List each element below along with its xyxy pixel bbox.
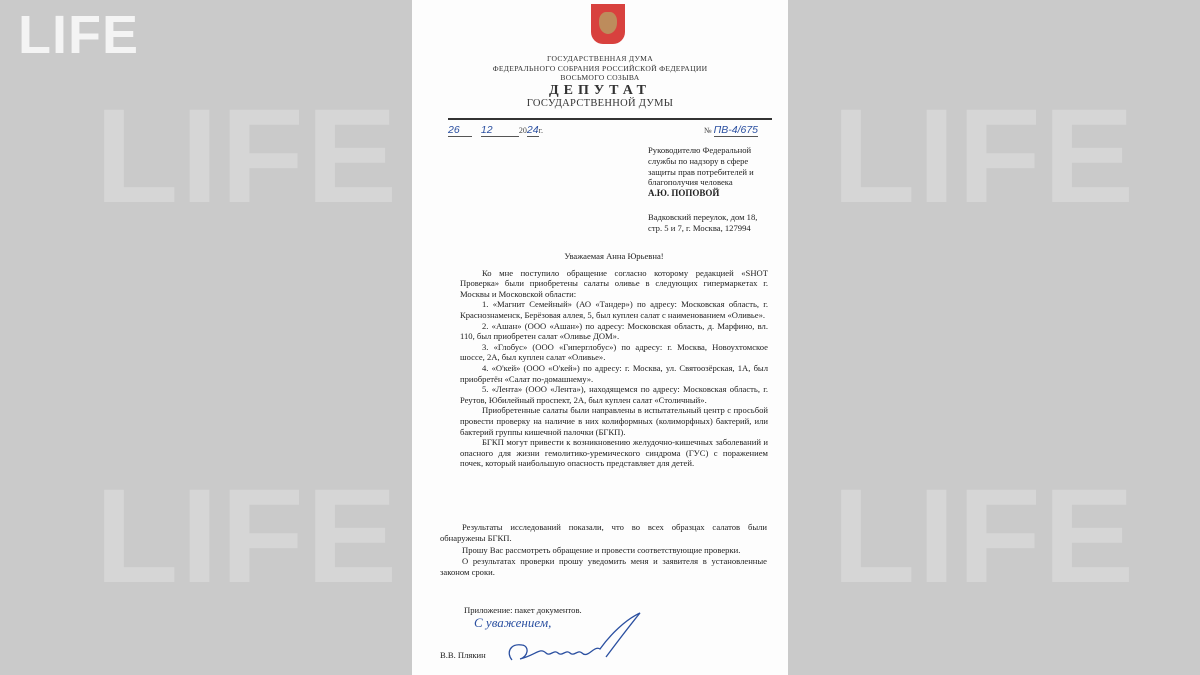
recipient-address: Вадковский переулок, дом 18,: [648, 211, 758, 222]
recipient-title-line: защиты прав потребителей и: [648, 166, 754, 177]
coat-of-arms-icon: [591, 4, 625, 44]
recipient-address: стр. 5 и 7, г. Москва, 127994: [648, 222, 751, 233]
org-line: ФЕДЕРАЛЬНОГО СОБРАНИЯ РОССИЙСКОЙ ФЕДЕРАЦИИ: [492, 63, 708, 73]
date-day: 26: [448, 124, 472, 137]
recipient-title-line: службы по надзору в сфере: [648, 155, 749, 166]
paragraph: Результаты исследований показали, что во всех образцах салатов были обнаружены БГКП.: [440, 522, 767, 544]
org-line: ГОСУДАРСТВЕННАЯ ДУМА: [546, 54, 654, 63]
paragraph: Ко мне поступило обращение согласно которому редакцией «SHOT Проверка» были приобретены салаты оливье в следующих гипермаркетах г. Москвы и Московской области:: [460, 267, 768, 299]
paragraph: Прошу Вас рассмотреть обращение и провести соответствующие проверки.: [462, 544, 741, 555]
greeting: Уважаемая Анна Юрьевна!: [564, 251, 664, 261]
letter-number: [704, 124, 758, 136]
paragraph: О результатах проверки прошу уведомить меня и заявителя в установленные законом сроки.: [440, 555, 767, 578]
letterhead-title: ДЕПУТАТ: [549, 83, 651, 98]
life-logo: LIFE: [18, 5, 139, 65]
date-year: 24: [526, 124, 539, 136]
watermark-life: LIFE: [95, 82, 400, 231]
list-item: 5. «Лента» (ООО «Лента»), находящемся по адресу: Московская область, г. Реутов, Юбилейный проспект, 2А, был куплен салат «Столичный».: [460, 384, 768, 405]
letterhead-organization: [412, 54, 788, 83]
handwritten-regards: С уважением,: [474, 615, 552, 630]
number-value: ПВ-4/675: [713, 124, 759, 136]
recipient-name: А.Ю. ПОПОВОЙ: [648, 188, 720, 199]
paragraph: БГКП могут привести к возникновению желудочно-кишечных заболеваний и опасного для жизни гемолитико-уремического синдрома (ГУС) с поражением почек, который наибольшую опасность представляет для детей.: [460, 437, 768, 469]
double-headed-eagle-icon: [599, 12, 617, 34]
recipient-block: [648, 145, 783, 234]
watermark-life: LIFE: [832, 82, 1137, 231]
list-item: 3. «Глобус» (ООО «Гиперглобус») по адресу: г. Москва, Новоухтомское шоссе, 2А, был куплен салат «Оливье».: [460, 341, 768, 363]
paragraph: Приобретенные салаты были направлены в испытательный центр с просьбой провести проверку на наличие в них колиформных (колиморфных) бактерий, или бактерий группы кишечной палочки (БГКП).: [460, 405, 768, 437]
letter-date: [448, 124, 543, 137]
date-year-unit: г.: [538, 126, 543, 135]
recipient-title-line: благополучия человека: [648, 177, 733, 188]
list-item: 1. «Магнит Семейный» (АО «Тандер») по адресу: Московская область, г. Краснознаменск, Берёзовая аллея, 5, был куплен салат с наименованием «Оливье».: [460, 299, 768, 320]
watermark-life: LIFE: [95, 462, 400, 611]
number-label: №: [704, 126, 712, 135]
watermark-life: LIFE: [832, 462, 1137, 611]
date-year-prefix: 20: [518, 126, 527, 135]
letterhead-subtitle: ГОСУДАРСТВЕННОЙ ДУМЫ: [526, 98, 674, 109]
list-item: 2. «Ашан» (ООО «Ашан») по адресу: Московская область, д. Марфино, вл. 110, был приобретен салат «Оливье ДОМ».: [460, 320, 768, 342]
signature-icon: [470, 605, 650, 670]
letter-body: [460, 251, 768, 469]
date-month: 12: [481, 124, 519, 137]
letter-conclusion: [440, 522, 767, 578]
letterhead-divider: [448, 118, 772, 120]
attachment-note: Приложение: пакет документов.: [464, 605, 582, 615]
org-line: ВОСЬМОГО СОЗЫВА: [560, 73, 640, 82]
list-item: 4. «О'кей» (ООО «О'кей») по адресу: г. Москва, ул. Святоозёрская, 1А, был приобретён «Салат по-домашнему».: [460, 362, 768, 384]
recipient-title-line: Руководителю Федеральной: [648, 145, 752, 155]
signer-name: В.В. Плякин: [440, 650, 486, 660]
